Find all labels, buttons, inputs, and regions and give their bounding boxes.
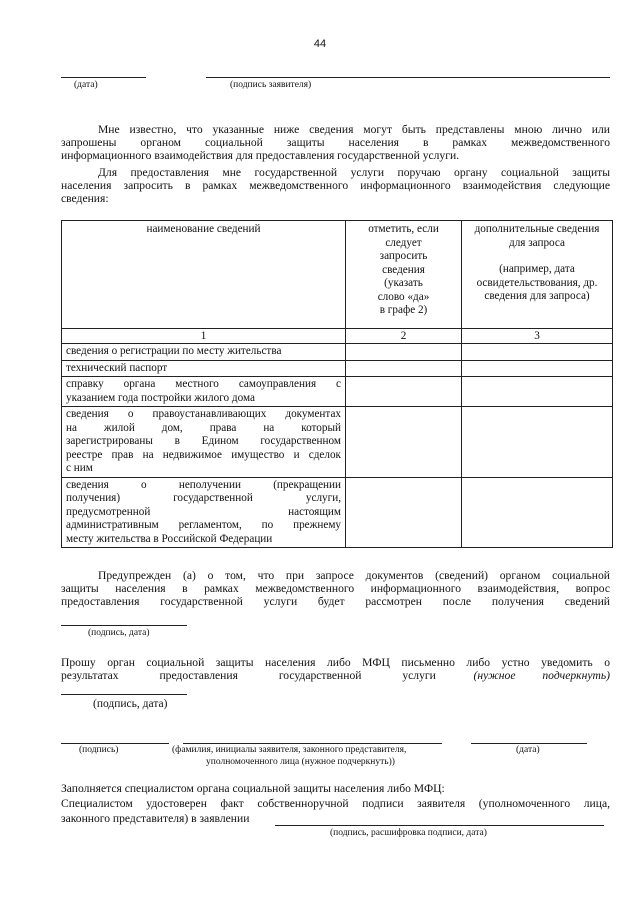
header-mark: отметить, если следует запросить сведения (указать слово «да» в графе 2)	[346, 221, 462, 329]
date-caption: (дата)	[516, 745, 540, 755]
paragraph-line: Специалистом удостоверен факт собственноручной подписи заявителя (уполномоченного лица,	[61, 797, 610, 810]
paragraph-line: Мне известно, что указанные ниже сведения могут быть представлены мною лично или	[98, 123, 610, 136]
signature-line	[61, 743, 169, 744]
column-number: 1	[62, 329, 346, 344]
header-additional: дополнительные сведения для запроса (например, дата освидетельствования, др. сведения для запроса)	[462, 221, 613, 329]
additional-cell[interactable]	[462, 407, 613, 478]
header-name: наименование сведений	[62, 221, 346, 329]
table-row	[62, 477, 613, 548]
table-row	[62, 377, 613, 407]
paragraph-line: Для предоставления мне государственной услуги поручаю органу социальной защиты	[98, 166, 610, 179]
paragraph-line: населения запросить в рамках межведомственного информационного взаимодействия следующие	[61, 179, 610, 193]
name-caption: (фамилия, инициалы заявителя, законного представителя,	[172, 745, 407, 755]
row-label: сведения о правоустанавливающих документах на жилой дом, права на который зарегистрированы в Едином государственном реестре прав на недвижимое имущество и сделок с ним	[62, 407, 346, 478]
paragraph-line: Прошу орган социальной защиты населения либо МФЦ письменно либо устно уведомить о	[61, 656, 610, 669]
mark-cell[interactable]	[346, 377, 462, 407]
row-label: сведения о неполучении (прекращении получения) государственной услуги, предусмотренной настоящим административным регламентом, по прежнему месту жительства в Российской Федерации	[62, 477, 346, 548]
paragraph-line: Предупрежден (а) о том, что при запросе документов (сведений) органом социальной	[98, 569, 610, 582]
table-header-row	[62, 221, 613, 329]
paragraph-line: предоставления государственной услуги будет рассмотрен после получения сведений	[61, 595, 610, 609]
additional-cell[interactable]	[462, 344, 613, 361]
paragraph-line: Заполняется специалистом органа социальной защиты населения либо МФЦ:	[61, 782, 445, 795]
column-number-row	[62, 329, 613, 344]
date-line	[61, 77, 146, 78]
request-note: (нужное подчеркнуть)	[473, 669, 610, 683]
paragraph-line: сведения:	[61, 192, 109, 206]
date-line	[471, 743, 587, 744]
signature-line	[61, 694, 187, 695]
additional-cell[interactable]	[462, 477, 613, 548]
page-number: 44	[313, 38, 327, 50]
signature-caption: (подпись заявителя)	[230, 80, 312, 90]
signature-caption: (подпись, дата)	[88, 628, 150, 638]
date-caption: (дата)	[74, 80, 98, 90]
table-row	[62, 360, 613, 377]
specialist-block	[61, 781, 610, 826]
paragraph-request	[61, 656, 610, 682]
signature-line	[61, 625, 187, 626]
name-line	[183, 743, 442, 744]
mark-cell[interactable]	[346, 407, 462, 478]
paragraph-instruct	[61, 166, 610, 206]
specialist-caption: (подпись, расшифровка подписи, дата)	[330, 828, 487, 838]
additional-cell[interactable]	[462, 360, 613, 377]
specialist-signature-line	[275, 825, 604, 826]
signature-caption: (подпись, дата)	[93, 698, 168, 710]
information-table	[61, 220, 613, 548]
name-caption: уполномоченного лица (нужное подчеркнуть))	[206, 757, 395, 767]
signature-line	[206, 77, 610, 78]
mark-cell[interactable]	[346, 360, 462, 377]
paragraph-line: защиты населения в рамках межведомственного информационного взаимодействия, вопрос	[61, 582, 610, 596]
paragraph-known	[61, 123, 610, 163]
paragraph-line: законного представителя) в заявлении	[61, 812, 250, 825]
additional-cell[interactable]	[462, 377, 613, 407]
mark-cell[interactable]	[346, 344, 462, 361]
row-label: технический паспорт	[62, 360, 346, 377]
column-number: 3	[462, 329, 613, 344]
table-row	[62, 344, 613, 361]
row-label: сведения о регистрации по месту жительства	[62, 344, 346, 361]
paragraph-line: информационного взаимодействия для предоставления государственной услуги.	[61, 149, 460, 163]
paragraph-line: запрошены органом социальной защиты населения в рамках межведомственного	[61, 136, 610, 150]
column-number: 2	[346, 329, 462, 344]
mark-cell[interactable]	[346, 477, 462, 548]
paragraph-line: результатах предоставления государственной услуги (нужное подчеркнуть)	[61, 669, 610, 683]
table-row	[62, 407, 613, 478]
signature-caption: (подпись)	[79, 745, 119, 755]
paragraph-warning	[61, 569, 610, 609]
row-label: справку органа местного самоуправления с указанием года постройки жилого дома	[62, 377, 346, 407]
